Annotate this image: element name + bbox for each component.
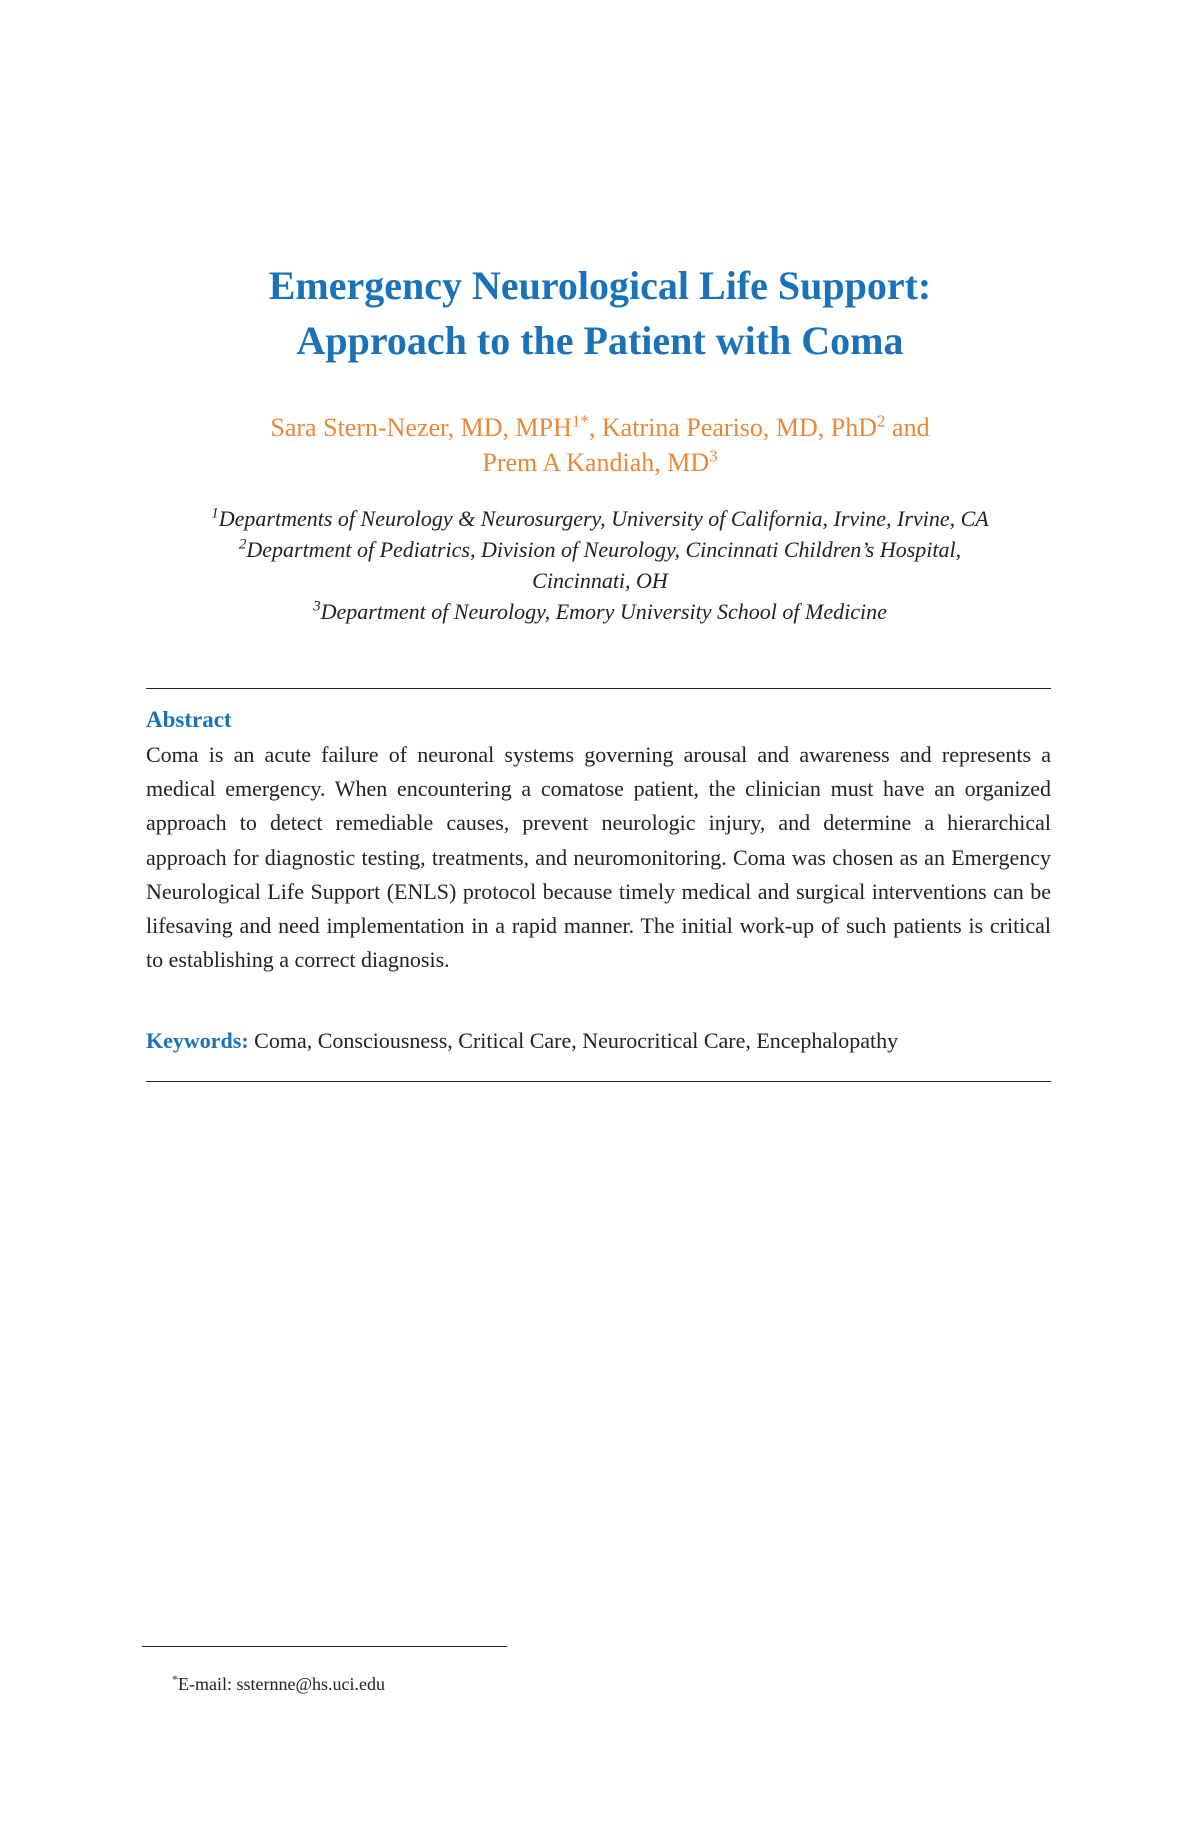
keywords-text: Coma, Consciousness, Critical Care, Neurocritical Care, Encephalopathy xyxy=(254,1028,899,1053)
paper-title xyxy=(0,258,1200,368)
author-conjunction: and xyxy=(885,413,930,442)
title-line-1: Emergency Neurological Life Support: xyxy=(268,263,932,308)
author-1-name: Sara Stern-Nezer, MD, MPH xyxy=(270,413,572,442)
affiliation-list xyxy=(0,503,1200,627)
author-1-affil-marker: 1* xyxy=(571,411,589,431)
author-3-affil-marker: 3 xyxy=(709,446,718,466)
keywords-label: Keywords: xyxy=(146,1028,249,1053)
author-2-name: , Katrina Peariso, MD, PhD xyxy=(588,413,878,442)
footnote-rule xyxy=(142,1646,507,1647)
author-2-affil-marker: 2 xyxy=(877,411,886,431)
affiliation-2-text: Department of Pediatrics, Division of Neurology, Cincinnati Children’s Hospital, xyxy=(246,537,962,562)
author-list xyxy=(0,410,1200,480)
abstract-bottom-rule xyxy=(146,1081,1051,1082)
author-3-name: Prem A Kandiah, MD xyxy=(482,448,710,477)
title-line-2: Approach to the Patient with Coma xyxy=(296,318,904,363)
affiliation-3-text: Department of Neurology, Emory University School of Medicine xyxy=(320,599,887,624)
abstract-heading: Abstract xyxy=(146,707,232,732)
affiliation-3-marker: 3 xyxy=(313,598,321,615)
affiliation-3 xyxy=(0,596,1200,627)
author-line-2 xyxy=(0,445,1200,480)
abstract-top-rule xyxy=(146,688,1051,689)
affiliation-1-marker: 1 xyxy=(211,505,219,522)
affiliation-1 xyxy=(0,503,1200,534)
keywords-line xyxy=(146,1024,1051,1058)
abstract-body: Coma is an acute failure of neuronal systems governing arousal and awareness and represents a medical emergency. When encountering a comatose patient, the clinician must have an organized approach to detect remediable causes, prevent neurologic injury, and determine a hierarchical approach for diagnostic testing, treatments, and neuromonitoring. Coma was chosen as an Emergency Neurological Life Support (ENLS) protocol because timely medical and surgical interventions can be lifesaving and need implementation in a rapid manner. The initial work-up of such patients is critical to establishing a correct diagnosis. xyxy=(146,742,1051,973)
affiliation-1-text: Departments of Neurology & Neurosurgery, University of California, Irvine, Irvine, CA xyxy=(218,506,989,531)
footnote-email: E-mail: ssternne@hs.uci.edu xyxy=(178,1674,386,1694)
footnote-marker: * xyxy=(172,1672,178,1686)
footnote xyxy=(172,1672,385,1695)
affiliation-2-continued: Cincinnati, OH xyxy=(532,568,668,593)
affiliation-2-marker: 2 xyxy=(238,536,247,553)
affiliation-2 xyxy=(0,534,1200,565)
author-line-1 xyxy=(0,410,1200,445)
